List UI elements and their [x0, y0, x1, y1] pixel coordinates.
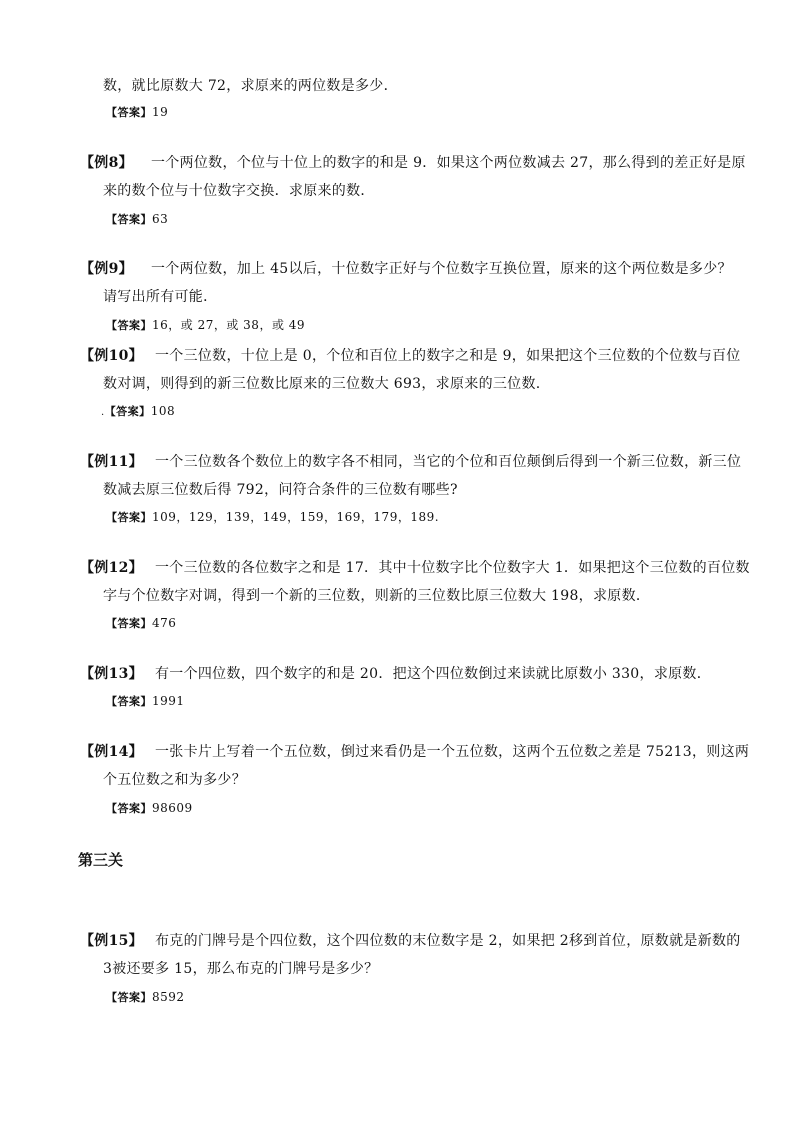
- answer-line: [106, 799, 193, 818]
- answer-value: 8592: [152, 990, 185, 1004]
- answer-label: 【答案】: [106, 319, 152, 332]
- example-10-line-2: 数对调，则得到的新三位数比原来的三位数大 693，求原来的三位数.: [103, 376, 541, 392]
- answer-line: [106, 614, 176, 633]
- answer-label: 【答案】: [106, 106, 152, 119]
- answer-label: 【答案】: [106, 695, 152, 708]
- continuation-text: 数，就比原数大 72，求原来的两位数是多少．: [103, 78, 398, 94]
- answer-value: 1991: [152, 694, 185, 708]
- answer-label: 【答案】: [106, 617, 152, 630]
- example-14-line-1: [80, 743, 749, 761]
- answer-value: 476: [152, 616, 177, 630]
- answer-value: 63: [152, 212, 169, 226]
- example-tag: 【例13】: [80, 666, 143, 682]
- example-14-line-2: 个五位数之和为多少？: [103, 772, 246, 788]
- answer-label: 【答案】: [104, 405, 151, 418]
- answer-line: [106, 210, 168, 229]
- example-text: 一个三位数，十位上是 0，个位和百位上的数字之和是 9，如果把这个三位数的个位数与百位: [154, 348, 741, 364]
- answer-value: 108: [150, 404, 176, 418]
- example-11-line-1: [80, 453, 741, 471]
- answer-label: 【答案】: [106, 991, 152, 1004]
- answer-line: [106, 316, 305, 335]
- stray-mark: .: [101, 407, 105, 418]
- example-text: 一张卡片上写着一个五位数，倒过来看仍是一个五位数，这两个五位数之差是 75213，则这两: [154, 744, 750, 760]
- answer-value: 19: [152, 105, 169, 119]
- example-text: 一个两位数，个位与十位上的数字的和是 9．如果这个两位数减去 27，那么得到的差正好是原: [150, 155, 746, 171]
- answer-value: 109，129，139，149，159，169，179，189.: [152, 510, 440, 524]
- example-text: 布克的门牌号是个四位数，这个四位数的末位数字是 2，如果把 2移到首位，原数就是新数的: [154, 933, 741, 949]
- example-tag: 【例10】: [80, 348, 143, 364]
- example-text: 一个两位数，加上 45以后，十位数字正好与个位数字互换位置，原来的这个两位数是多少？: [150, 261, 732, 277]
- answer-line: [106, 988, 185, 1007]
- example-9-line-2: 请写出所有可能．: [103, 289, 218, 305]
- example-text: 有一个四位数，四个数字的和是 20．把这个四位数倒过来读就比原数小 330，求原数．: [154, 666, 712, 682]
- answer-value: 98609: [152, 801, 193, 815]
- example-tag: 【例8】: [80, 155, 133, 171]
- example-8-line-1: [80, 154, 746, 172]
- example-tag: 【例11】: [80, 454, 143, 470]
- example-15-line-1: [80, 932, 741, 950]
- example-8-line-2: 来的数个位与十位数字交换．求原来的数．: [103, 183, 375, 199]
- answer-label: 【答案】: [106, 511, 152, 524]
- example-13-line-1: [80, 665, 711, 683]
- example-11-line-2: 数减去原三位数后得 792，问符合条件的三位数有哪些?: [103, 482, 458, 498]
- example-10-line-1: [80, 347, 741, 365]
- answer-line: [106, 103, 168, 122]
- answer-line: [106, 692, 185, 711]
- answer-label: 【答案】: [106, 213, 152, 226]
- answer-label: 【答案】: [106, 802, 152, 815]
- section-heading: 第三关: [78, 851, 124, 869]
- answer-line: [106, 508, 439, 527]
- example-15-line-2: 3被还要多 15，那么布克的门牌号是多少？: [103, 961, 379, 977]
- example-text: 一个三位数的各位数字之和是 17．其中十位数字比个位数字大 1．如果把这个三位数的百位数: [154, 560, 750, 576]
- example-9-line-1: [80, 260, 732, 278]
- answer-line: [101, 402, 175, 422]
- example-text: 一个三位数各个数位上的数字各不相同，当它的个位和百位颠倒后得到一个新三位数，新三位: [154, 454, 742, 470]
- example-12-line-1: [80, 559, 750, 577]
- example-tag: 【例14】: [80, 744, 143, 760]
- example-tag: 【例9】: [80, 261, 133, 277]
- example-tag: 【例15】: [80, 933, 143, 949]
- example-12-line-2: 字与个位数字对调，得到一个新的三位数，则新的三位数比原三位数大 198，求原数．: [103, 588, 651, 604]
- answer-value: 16，或 27，或 38，或 49: [152, 318, 306, 332]
- example-tag: 【例12】: [80, 560, 143, 576]
